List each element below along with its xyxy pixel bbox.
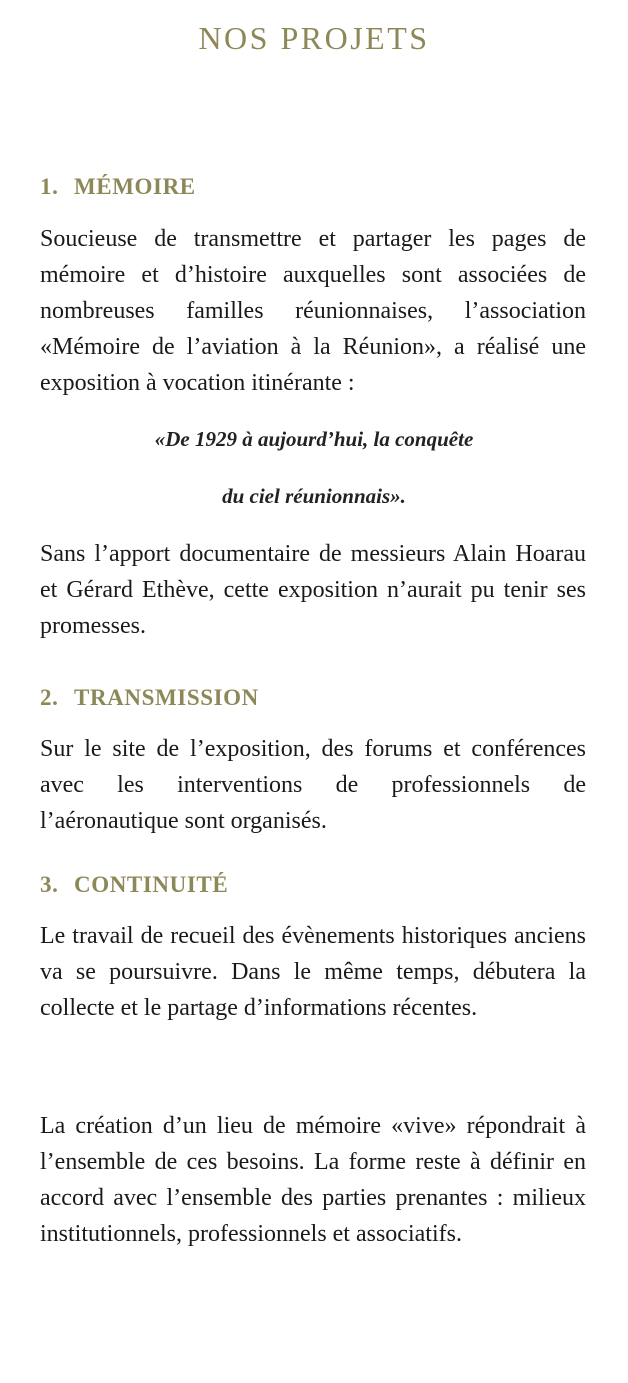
section-paragraph-acknowledgement: Sans l’apport documentaire de messieurs Alain Hoarau et Gérard Ethève, cette exposition n’aurait pu tenir ses promesses. — [40, 541, 586, 639]
section-title: TRANSMISSION — [74, 685, 259, 710]
section-paragraph-continuite: Le travail de recueil des évènements historiques anciens va se poursuivre. Dans le même temps, débutera la collecte et le partage d’informations récentes. — [40, 923, 586, 1021]
section-heading-transmission — [40, 685, 259, 711]
page-title: NOS PROJETS — [198, 20, 430, 56]
section-title: MÉMOIRE — [74, 174, 196, 199]
section-number: 3. — [40, 872, 59, 897]
section-paragraph-memoire: Soucieuse de transmettre et partager les pages de mémoire et d’histoire auxquelles sont associées de nombreuses familles réunionnaises, l’association «Mémoire de l’aviation à la Réunion», a réalisé une exposition à vocation itinérante : — [40, 226, 586, 396]
section-number: 1. — [40, 174, 59, 199]
closing-paragraph: La création d’un lieu de mémoire «vive» répondrait à l’ensemble de ces besoins. La forme reste à définir en accord avec l’ensemble des parties prenantes : milieux institutionnels, professionnels et associatifs. — [40, 1113, 586, 1247]
section-paragraph-transmission: Sur le site de l’exposition, des forums et conférences avec les interventions de professionnels de l’aéronautique sont organisés. — [40, 736, 586, 834]
section-heading-memoire — [40, 174, 196, 200]
exhibition-title-line-1: «De 1929 à aujourd’hui, la conquête — [154, 427, 474, 451]
exhibition-title-line-2: du ciel réunionnais». — [222, 484, 406, 508]
section-heading-continuite — [40, 872, 228, 898]
section-title: CONTINUITÉ — [74, 872, 229, 897]
section-number: 2. — [40, 685, 59, 710]
